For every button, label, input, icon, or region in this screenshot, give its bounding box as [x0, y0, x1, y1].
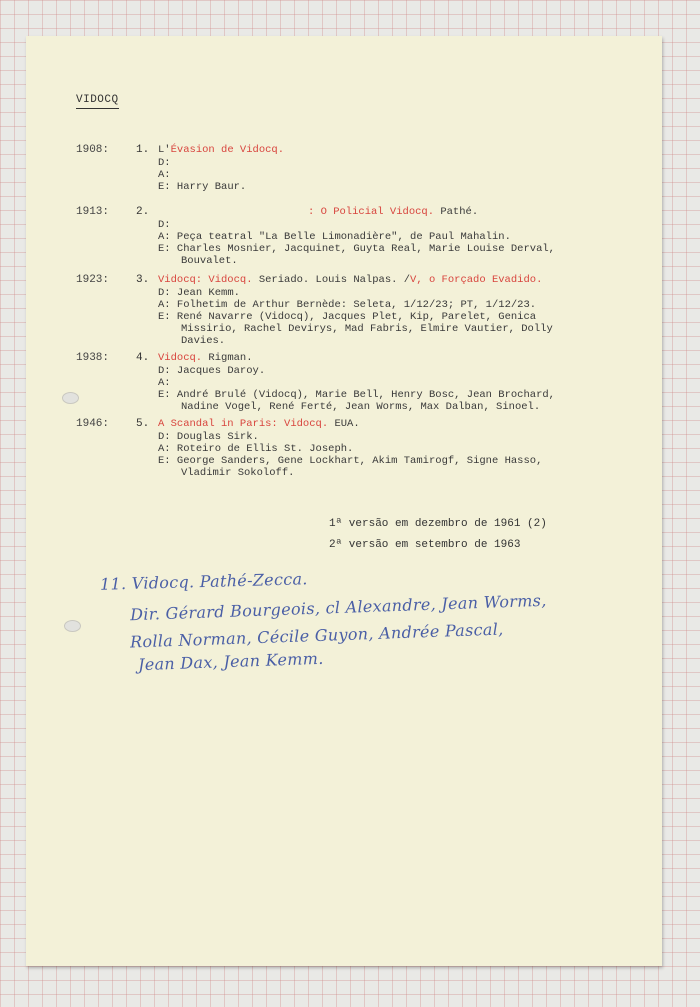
version-note-2: 2ª versão em setembro de 1963: [329, 539, 521, 551]
punch-hole-top: [62, 392, 79, 404]
handwritten-line-3: Rolla Norman, Cécile Guyon, Andrée Pascal,: [129, 619, 504, 652]
document-sheet: [26, 36, 662, 966]
entry-author: A: Roteiro de Ellis St. Joseph.: [158, 443, 354, 455]
entry-number: 1.: [136, 144, 150, 156]
entry-cast-cont: Bouvalet.: [181, 255, 238, 267]
handwritten-line-2: Dir. Gérard Bourgeois, cl Alexandre, Jean Worms,: [129, 590, 547, 625]
entry-title: A Scandal in Paris: Vidocq. EUA.: [158, 418, 360, 430]
entry-cast-cont: Vladimir Sokoloff.: [181, 467, 295, 479]
entry-number: 4.: [136, 352, 150, 364]
entry-cast: E: George Sanders, Gene Lockhart, Akim Tamirogf, Signe Hasso,: [158, 455, 543, 467]
entry-author: A:: [158, 169, 171, 181]
punch-hole-bottom: [64, 620, 81, 632]
entry-year: 1913:: [76, 206, 110, 218]
entry-number: 5.: [136, 418, 150, 430]
entry-cast: E: André Brulé (Vidocq), Marie Bell, Henry Bosc, Jean Brochard,: [158, 389, 555, 401]
entry-author: A: Folhetim de Arthur Bernède: Seleta, 1/12/23; PT, 1/12/23.: [158, 299, 537, 311]
entry-director: D: Jean Kemm.: [158, 287, 240, 299]
entry-year: 1938:: [76, 352, 110, 364]
entry-author: A: Peça teatral "La Belle Limonadière", de Paul Mahalin.: [158, 231, 511, 243]
entry-year: 1946:: [76, 418, 110, 430]
entry-cast: E: Harry Baur.: [158, 181, 247, 193]
entry-director: D: Jacques Daroy.: [158, 365, 266, 377]
entry-director: D: Douglas Sirk.: [158, 431, 259, 443]
entry-author: A:: [158, 377, 171, 389]
entry-director: D:: [158, 219, 171, 231]
entry-title: Vidocq: Vidocq. Seriado. Louis Nalpas. /V, o Forçado Evadido.: [158, 274, 543, 286]
handwritten-line-1: 11. Vidocq. Pathé-Zecca.: [99, 569, 308, 594]
entry-cast: E: Charles Mosnier, Jacquinet, Guyta Real, Marie Louise Derval,: [158, 243, 555, 255]
entry-year: 1908:: [76, 144, 110, 156]
version-note-1: 1ª versão em dezembro de 1961 (2): [329, 518, 547, 530]
entry-director: D:: [158, 157, 171, 169]
entry-cast: E: René Navarre (Vidocq), Jacques Plet, Kip, Parelet, Genica: [158, 311, 537, 323]
document-title: VIDOCQ: [76, 94, 119, 109]
entry-cast-cont: Missirio, Rachel Devirys, Mad Fabris, Elmire Vautier, Dolly: [181, 323, 553, 335]
entry-cast-cont: Davies.: [181, 335, 226, 347]
entry-title: L'Évasion de Vidocq.: [158, 144, 285, 156]
entry-cast-cont: Nadine Vogel, René Ferté, Jean Worms, Max Dalban, Sinoel.: [181, 401, 541, 413]
handwritten-line-4: Jean Dax, Jean Kemm.: [137, 648, 324, 675]
entry-number: 3.: [136, 274, 150, 286]
entry-number: 2.: [136, 206, 150, 218]
entry-year: 1923:: [76, 274, 110, 286]
entry-title: Vidocq. Rigman.: [158, 352, 253, 364]
entry-title: : O Policial Vidocq. Pathé.: [308, 206, 479, 218]
